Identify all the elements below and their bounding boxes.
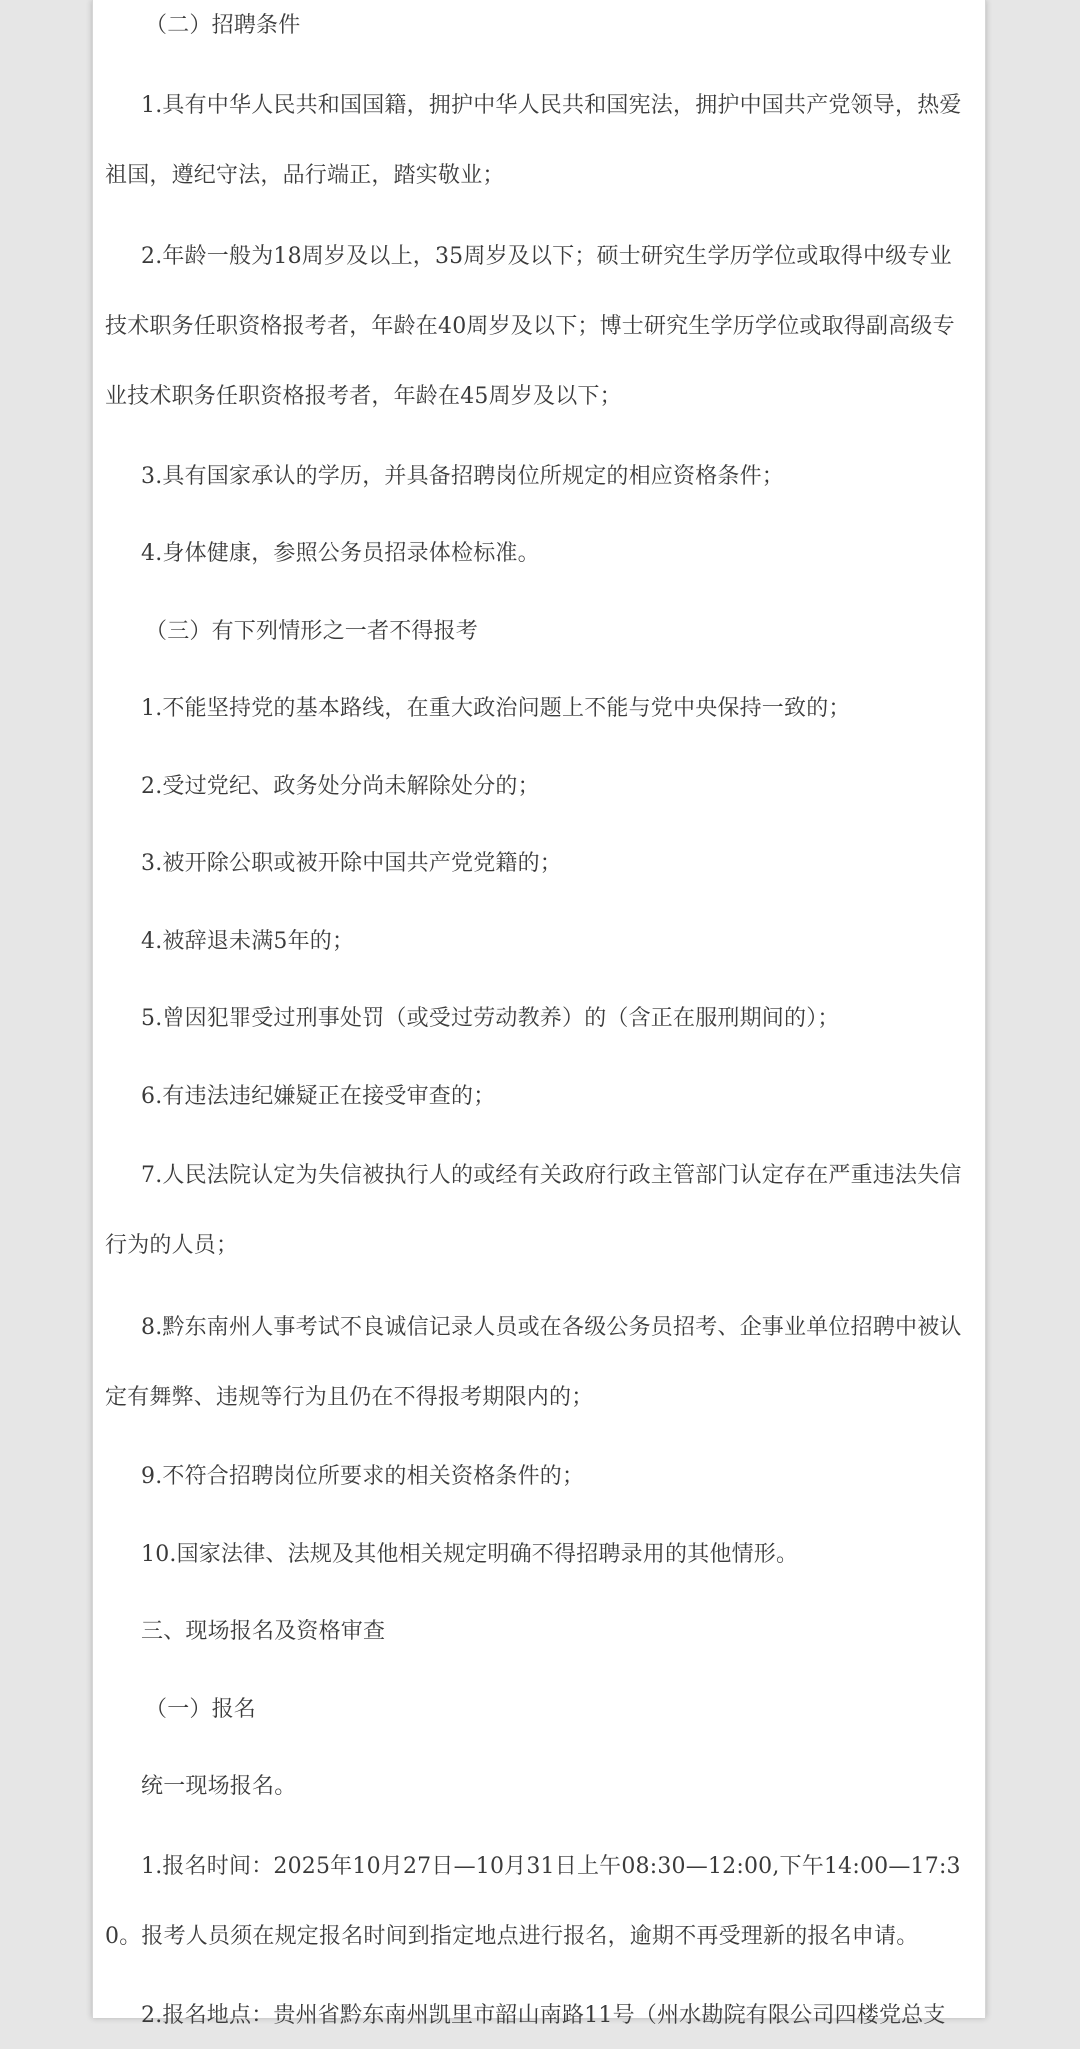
paragraph-exclusion-5: 5.曾因犯罪受过刑事处罚（或受过劳动教养）的（含正在服刑期间的）； <box>141 1006 840 1031</box>
paragraph-condition-2: 2.年龄一般为18周岁及以上，35周岁及以下；硕士研究生学历学位或取得中级专业技术职务任职资格报考者，年龄在40周岁及以下；博士研究生学历学位或取得副高级专业技术职务任职资格报考者，年龄在45周岁及以下； <box>105 244 955 409</box>
paragraph-condition-1: 1.具有中华人民共和国国籍，拥护中华人民共和国宪法，拥护中国共产党领导，热爱祖国，遵纪守法，品行端正，踏实敬业； <box>105 92 962 188</box>
section-heading-recruitment-conditions: （二）招聘条件 <box>145 13 301 38</box>
paragraph-exclusion-9: 9.不符合招聘岗位所要求的相关资格条件的； <box>141 1464 585 1489</box>
section-heading-registration-review: 三、现场报名及资格审查 <box>141 1619 386 1644</box>
paragraph-registration-location: 2.报名地点：贵州省黔东南州凯里市韶山南路11号（州水勘院有限公司四楼党总支 <box>141 2003 946 2028</box>
paragraph-exclusion-4: 4.被辞退未满5年的； <box>141 928 355 954</box>
document-page <box>92 0 986 2028</box>
document-content <box>105 0 973 2049</box>
paragraph-exclusion-2: 2.受过党纪、政务处分尚未解除处分的； <box>141 773 540 799</box>
paragraph-exclusion-7: 7.人民法院认定为失信被执行人的或经有关政府行政主管部门认定存在严重违法失信行为的人员； <box>105 1163 962 1258</box>
paragraph-exclusion-10: 10.国家法律、法规及其他相关规定明确不得招聘录用的其他情形。 <box>141 1541 799 1567</box>
paragraph-condition-4: 4.身体健康，参照公务员招录体检标准。 <box>141 541 540 566</box>
paragraph-exclusion-3: 3.被开除公职或被开除中国共产党党籍的； <box>141 851 562 876</box>
paragraph-exclusion-1: 1.不能坚持党的基本路线，在重大政治问题上不能与党中央保持一致的； <box>141 696 851 721</box>
paragraph-registration-time: 1.报名时间：2025年10月27日—10月31日上午08:30—12:00,下午14:00—17:30。报考人员须在规定报名时间到指定地点进行报名，逾期不再受理新的报名申请。 <box>105 1853 961 1949</box>
paragraph-exclusion-8: 8.黔东南州人事考试不良诚信记录人员或在各级公务员招考、企事业单位招聘中被认定有舞弊、违规等行为且仍在不得报考期限内的； <box>105 1314 962 1410</box>
paragraph-exclusion-6: 6.有违法违纪嫌疑正在接受审查的； <box>141 1083 496 1109</box>
paragraph-condition-3: 3.具有国家承认的学历，并具备招聘岗位所规定的相应资格条件； <box>141 463 784 489</box>
section-heading-exclusions: （三）有下列情形之一者不得报考 <box>145 618 479 644</box>
section-heading-registration: （一）报名 <box>145 1696 257 1722</box>
paragraph-registration-method: 统一现场报名。 <box>141 1774 297 1799</box>
